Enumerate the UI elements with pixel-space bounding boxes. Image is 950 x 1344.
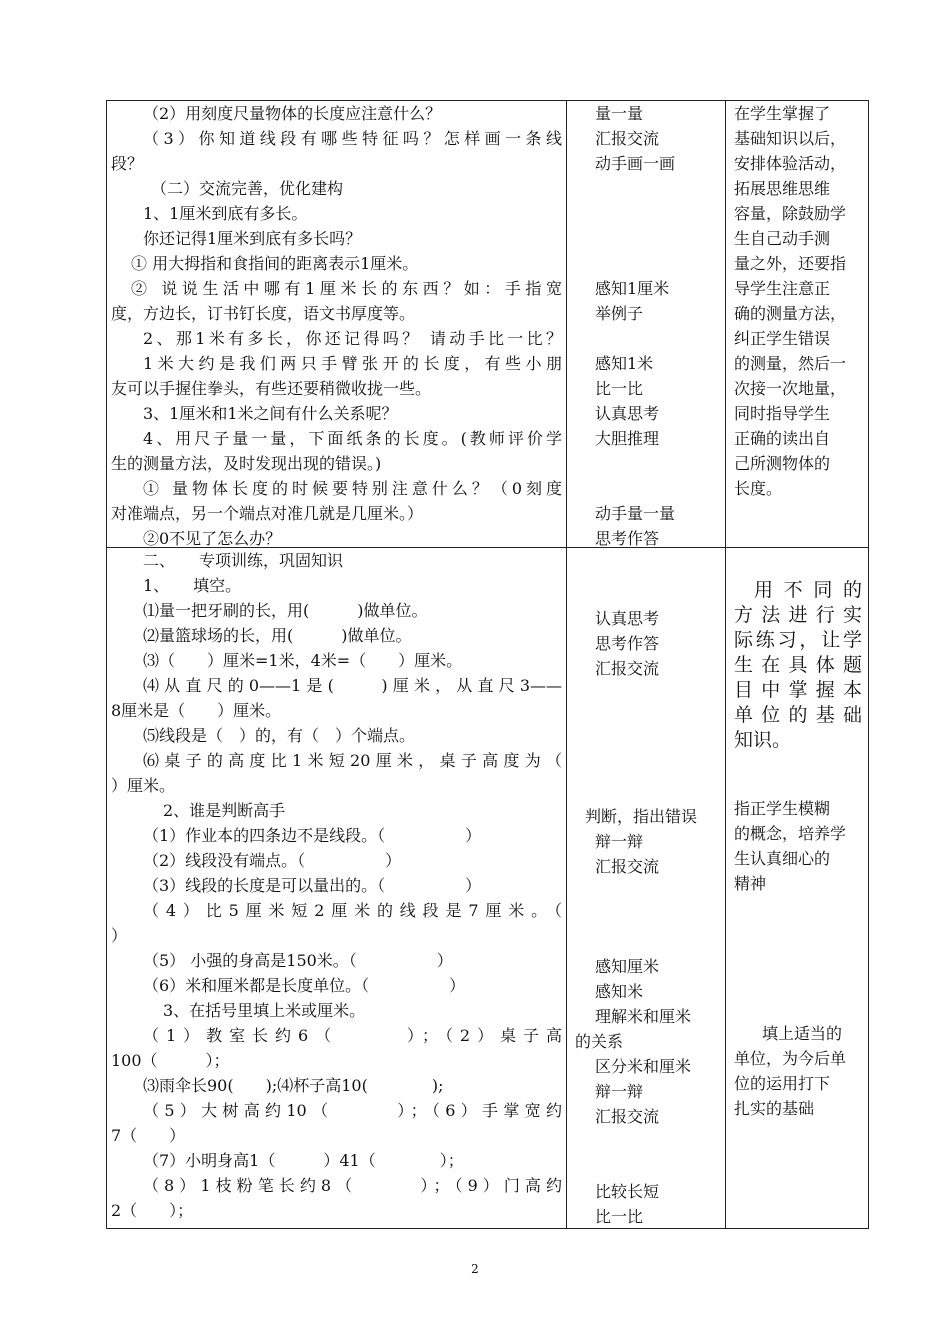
text-line: （2）用刻度尺量物体的长度应注意什么？ — [143, 104, 442, 123]
text-line: 同时指导学生 — [734, 404, 831, 423]
text-line: （6）米和厘米都是长度单位。（ ） — [143, 976, 466, 995]
text-line: 扎实的基础 — [734, 1099, 815, 1118]
text-line: 精神 — [734, 874, 767, 893]
text-line: 的测量，然后一 — [734, 354, 847, 373]
text-line: 思考作答 — [595, 634, 660, 653]
text-line: 对准端点，另一个端点对准几就是几厘米。） — [111, 504, 424, 523]
text-line: ⑶（ ）厘米=1米，4米=（ ）厘米。 — [143, 651, 463, 670]
text-line: 生在具体题 — [734, 654, 862, 676]
text-line: （3）你知道线段有哪些特征吗？怎样画一条线 — [143, 129, 562, 148]
text-line: 导学生注意正 — [734, 279, 831, 298]
text-line: 动手量一量 — [595, 504, 676, 523]
text-line: 容量，除鼓励学 — [734, 204, 847, 223]
text-line: 区分米和厘米 — [595, 1057, 692, 1076]
text-line: 生自己动手测 — [734, 229, 831, 248]
text-line: 1、1厘米到底有多长。 — [143, 204, 308, 223]
text-line: ① 量物体长度的时候要特别注意什么？（0刻度 — [143, 479, 562, 498]
text-line: 3、1厘米和1米之间有什么关系呢？ — [143, 404, 398, 423]
text-line: 8厘米是（ ）厘米。 — [111, 701, 282, 720]
text-line: 正确的读出自 — [734, 429, 831, 448]
text-line: 汇报交流 — [595, 129, 660, 148]
page-number: 2 — [471, 1262, 479, 1276]
text-line: 比一比 — [595, 379, 644, 398]
table-row — [107, 548, 869, 1229]
text-line: 确的测量方法， — [734, 304, 847, 323]
text-line: 100（ ）； — [111, 1051, 230, 1070]
text-line: ⑷从直尺的0——1是( )厘米，从直尺3—— — [143, 676, 562, 695]
text-line: 动手画一画 — [595, 154, 676, 173]
text-line: 次接一次地量， — [734, 379, 847, 398]
text-line: 举例子 — [595, 304, 644, 323]
text-line: 你还记得1厘米到底有多长吗？ — [143, 229, 362, 248]
text-line: （1）作业本的四条边不是线段。（ ） — [143, 826, 482, 845]
text-line: 的关系 — [575, 1032, 624, 1051]
text-line: 1、 填空。 — [143, 576, 242, 595]
text-line: 友可以手握住拳头，有些还要稍微收拢一些。 — [111, 379, 432, 398]
teaching-content-cell — [107, 548, 567, 1229]
text-line: 方法进行实 — [734, 604, 862, 626]
text-line: 比较长短 — [595, 1182, 660, 1201]
text-line: ） — [111, 926, 128, 945]
text-line: 4、用尺子量一量，下面纸条的长度。(教师评价学 — [143, 429, 562, 448]
text-line: 判断，指出错误 — [585, 807, 698, 826]
text-line: 生的测量方法，及时发现出现的错误。) — [111, 454, 382, 473]
text-line: 纠正学生错误 — [734, 329, 831, 348]
text-line: 感知厘米 — [595, 957, 660, 976]
text-line: 2、那1米有多长，你还记得吗？ 请动手比一比？ — [143, 329, 562, 348]
text-line: 段？ — [111, 154, 144, 173]
text-line: 单位，为今后单 — [734, 1049, 847, 1068]
text-line: 安排体验活动， — [734, 154, 847, 173]
text-line: （3）线段的长度是可以量出的。（ ） — [143, 876, 482, 895]
text-line: （4）比5厘米短2厘米的线段是7厘米。（ — [143, 901, 562, 920]
text-line: （8）1枝粉笔长约8（ ）；（9）门高约 — [143, 1176, 562, 1195]
text-line: 长度。 — [734, 479, 783, 498]
text-line: 感知1米 — [595, 354, 654, 373]
text-line: ⑶雨伞长90( );⑷杯子高10( ); — [143, 1076, 444, 1095]
text-line: ⑵量篮球场的长，用( )做单位。 — [143, 626, 412, 645]
text-line: （5）大树高约10（ ）；（6）手掌宽约 — [143, 1101, 562, 1120]
text-line: （7）小明身高1（ ）41（ ）； — [143, 1151, 464, 1170]
text-line: 汇报交流 — [595, 857, 660, 876]
text-line: 感知米 — [595, 982, 644, 1001]
text-line: （5） 小强的身高是150米。（ ） — [143, 951, 453, 970]
text-line: 填上适当的 — [762, 1024, 843, 1043]
text-line: 2（ ）； — [111, 1201, 194, 1220]
text-line: 在学生掌握了 — [734, 104, 831, 123]
text-line: ⑴量一把牙刷的长，用( )做单位。 — [143, 601, 428, 620]
text-line: （1）教室长约6（ ）；（2）桌子高 — [143, 1026, 562, 1045]
design-intent-cell — [726, 548, 869, 1229]
text-line: 度，方边长，订书钉长度，语文书厚度等。 — [111, 304, 416, 323]
student-activity-cell — [567, 101, 726, 548]
text-line: 2、谁是判断高手 — [163, 801, 286, 820]
text-line: 认真思考 — [595, 404, 660, 423]
text-line: 大胆推理 — [595, 429, 660, 448]
text-line: 辩一辩 — [595, 1082, 644, 1101]
text-line: 二、 专项训练，巩固知识 — [143, 551, 344, 570]
text-line: 汇报交流 — [595, 1107, 660, 1126]
text-line: 己所测物体的 — [734, 454, 831, 473]
text-line: 比一比 — [595, 1207, 644, 1226]
text-line: 3、在括号里填上米或厘米。 — [163, 1001, 366, 1020]
text-line: 际练习，让学 — [734, 629, 862, 651]
text-line: ① 用大拇指和食指间的距离表示1厘米。 — [131, 254, 419, 273]
text-line: 感知1厘米 — [595, 279, 670, 298]
text-line: 汇报交流 — [595, 659, 660, 678]
text-line: 指正学生模糊 — [734, 799, 831, 818]
text-line: ）厘米。 — [111, 776, 176, 795]
table-row — [107, 101, 869, 548]
text-line: 用不同的 — [754, 579, 862, 601]
text-line: 生认真细心的 — [734, 849, 831, 868]
text-line: （二）交流完善，优化建构 — [151, 179, 344, 198]
text-line: 理解米和厘米 — [595, 1007, 692, 1026]
text-line: ⑸线段是（ ）的，有（ ）个端点。 — [143, 726, 416, 745]
text-line: 知识。 — [734, 729, 792, 751]
teaching-content-cell — [107, 101, 567, 548]
text-line: ②0不见了怎么办？ — [143, 529, 282, 548]
text-line: 量之外，还要指 — [734, 254, 847, 273]
text-line: ⑹桌子的高度比1米短20厘米，桌子高度为（ — [143, 751, 562, 770]
text-line: 位的运用打下 — [734, 1074, 831, 1093]
lesson-plan-table — [106, 100, 869, 1229]
student-activity-cell — [567, 548, 726, 1229]
text-line: 基础知识以后， — [734, 129, 847, 148]
text-line: 拓展思维思维 — [734, 179, 831, 198]
text-line: 1米大约是我们两只手臂张开的长度，有些小朋 — [143, 354, 562, 373]
text-line: ② 说说生活中哪有1厘米长的东西？如：手指宽 — [131, 279, 562, 298]
text-line: 辩一辩 — [595, 832, 644, 851]
text-line: 目中掌握本 — [734, 679, 862, 701]
design-intent-cell — [726, 101, 869, 548]
text-line: 单位的基础 — [734, 704, 862, 726]
text-line: 量一量 — [595, 104, 644, 123]
text-line: 认真思考 — [595, 609, 660, 628]
text-line: （2）线段没有端点。（ ） — [143, 851, 402, 870]
text-line: 思考作答 — [595, 529, 660, 548]
text-line: 的概念，培养学 — [734, 824, 847, 843]
text-line: 7（ ） — [111, 1126, 186, 1145]
